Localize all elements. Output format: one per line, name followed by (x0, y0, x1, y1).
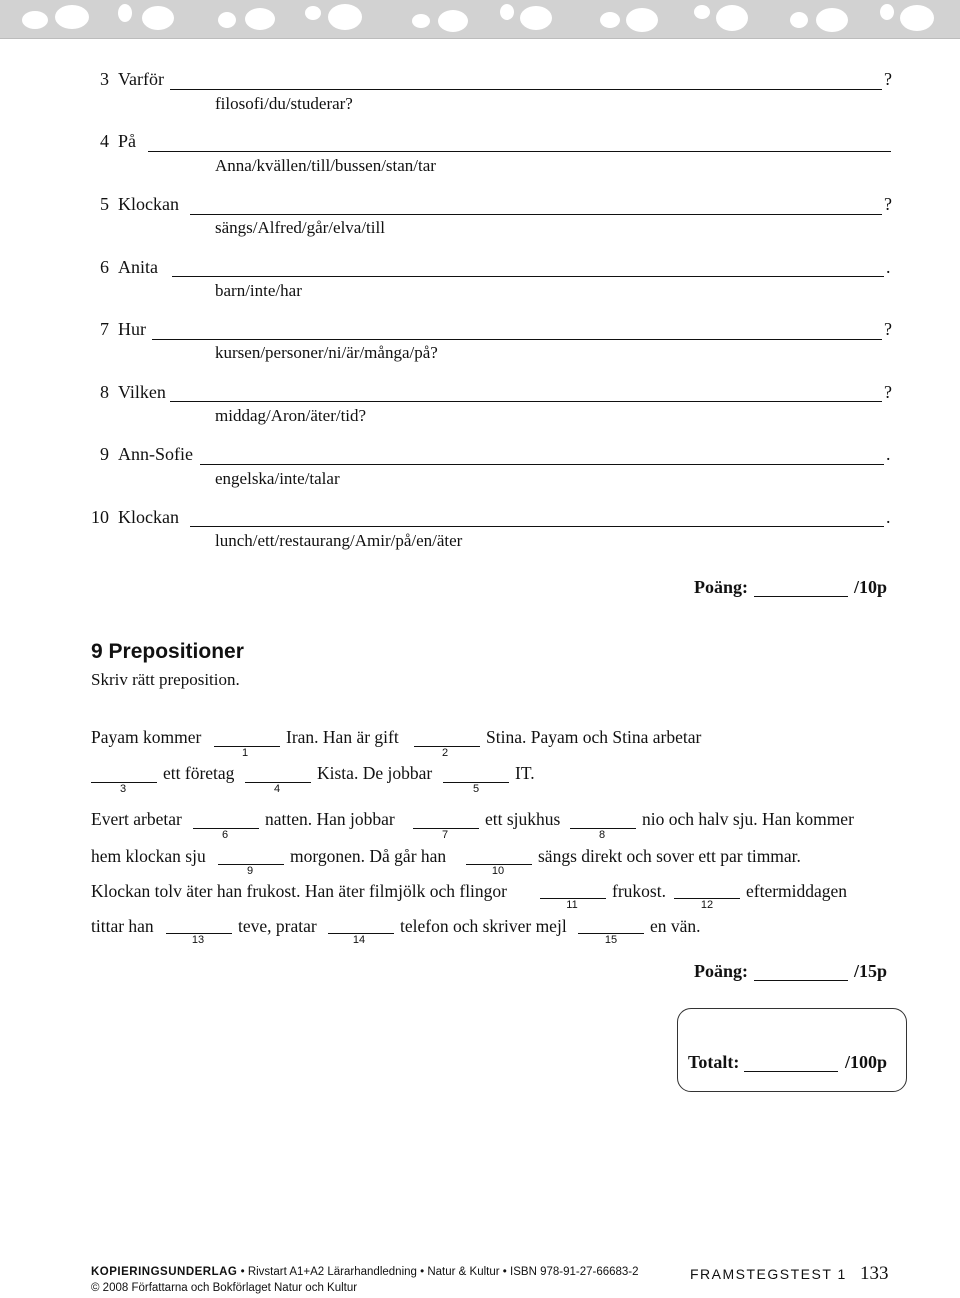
blank-number: 9 (246, 865, 254, 877)
question-number: 7 (100, 319, 109, 339)
sentence-start: Vilken (118, 382, 166, 402)
blank-number: 5 (472, 783, 480, 795)
answer-line[interactable] (170, 401, 882, 402)
blank-number: 3 (119, 783, 127, 795)
footer-credits (91, 1266, 639, 1278)
blank-number: 7 (441, 829, 449, 841)
sentence-start: På (118, 131, 136, 151)
cloze-text-segment: Evert arbetar (91, 809, 182, 829)
question-number: 10 (91, 507, 109, 527)
section-title: 9 Prepositioner (91, 640, 244, 663)
score-max: /10p (854, 577, 888, 597)
answer-line[interactable] (170, 89, 882, 90)
question-number: 4 (100, 131, 109, 151)
question-number: 5 (100, 194, 109, 214)
footer-copyright: © 2008 Författarna och Bokförlaget Natur och Kultur (91, 1282, 358, 1294)
word-hint: kursen/personer/ni/är/många/på? (215, 343, 438, 362)
end-punctuation: ? (884, 194, 892, 214)
cloze-text-segment: telefon och skriver mejl (400, 916, 567, 936)
score-field[interactable] (754, 980, 848, 981)
answer-line[interactable] (190, 526, 884, 527)
bullet-separator: • (502, 1266, 511, 1278)
answer-line[interactable] (152, 339, 882, 340)
cloze-text-segment: frukost. (612, 881, 666, 901)
word-hint: Anna/kvällen/till/bussen/stan/tar (215, 156, 436, 175)
blank-number: 10 (491, 865, 505, 877)
cloze-text-segment: IT. (515, 763, 535, 783)
blank-number: 13 (191, 934, 205, 946)
blank-number: 6 (221, 829, 229, 841)
end-punctuation: . (886, 444, 891, 464)
footer-isbn: ISBN 978-91-27-66683-2 (510, 1266, 639, 1278)
blank-number: 1 (241, 747, 249, 759)
blank-number: 14 (352, 934, 366, 946)
answer-line[interactable] (190, 214, 882, 215)
cloze-text-segment: Kista. De jobbar (317, 763, 433, 783)
end-punctuation: ? (884, 69, 892, 89)
end-punctuation: ? (884, 382, 892, 402)
cloze-text-segment: eftermiddagen (746, 881, 848, 901)
sentence-start: Varför (118, 69, 164, 89)
cloze-text-segment: nio och halv sju. Han kommer (642, 809, 854, 829)
cloze-text-segment: teve, pratar (238, 916, 317, 936)
footer-test-name: FRAMSTEGSTEST 1 (690, 1266, 847, 1282)
page-number: 133 (860, 1263, 889, 1284)
score-label: Poäng: (694, 577, 748, 597)
score-max: /15p (854, 961, 888, 981)
footer-book: Rivstart A1+A2 Lärarhandledning (247, 1266, 417, 1278)
cloze-text-segment: Stina. Payam och Stina arbetar (486, 727, 702, 747)
blank-number: 8 (598, 829, 606, 841)
sentence-start: Anita (118, 257, 158, 277)
answer-line[interactable] (172, 276, 884, 277)
end-punctuation: ? (884, 319, 892, 339)
sentence-start: Ann-Sofie (118, 444, 193, 464)
question-number: 9 (100, 444, 109, 464)
score-field[interactable] (754, 596, 848, 597)
blank-number: 11 (566, 899, 578, 911)
bullet-separator: • (420, 1266, 428, 1278)
word-hint: engelska/inte/talar (215, 469, 340, 488)
end-punctuation: . (886, 257, 891, 277)
word-hint: lunch/ett/restaurang/Amir/på/en/äter (215, 531, 463, 550)
score-label: Poäng: (694, 961, 748, 981)
decorative-footprint-band (0, 0, 960, 39)
total-score-field[interactable] (744, 1071, 838, 1072)
total-max: /100p (845, 1052, 888, 1072)
cloze-text-segment: hem klockan sju (91, 846, 206, 866)
blank-number: 15 (604, 934, 618, 946)
answer-line[interactable] (148, 151, 891, 152)
cloze-text-segment: natten. Han jobbar (265, 809, 395, 829)
word-hint: filosofi/du/studerar? (215, 94, 353, 113)
question-number: 8 (100, 382, 109, 402)
question-number: 6 (100, 257, 109, 277)
total-score-box (677, 1008, 907, 1092)
cloze-text-segment: tittar han (91, 916, 154, 936)
end-punctuation: . (886, 507, 891, 527)
cloze-text-segment: ett företag (163, 763, 235, 783)
sentence-start: Klockan (118, 194, 179, 214)
word-hint: barn/inte/har (215, 281, 302, 300)
cloze-text-segment: Payam kommer (91, 727, 202, 747)
cloze-text-segment: Klockan tolv äter han frukost. Han äter filmjölk och flingor (91, 881, 507, 901)
question-number: 3 (100, 69, 109, 89)
cloze-text-segment: morgonen. Då går han (290, 846, 447, 866)
cloze-text-segment: en vän. (650, 916, 701, 936)
blank-number: 12 (700, 899, 714, 911)
footer-kopiering: KOPIERINGSUNDERLAG (91, 1266, 238, 1278)
footer-publisher: Natur & Kultur (427, 1266, 500, 1278)
sentence-start: Klockan (118, 507, 179, 527)
word-hint: middag/Aron/äter/tid? (215, 406, 367, 425)
cloze-text-segment: sängs direkt och sover ett par timmar. (538, 846, 801, 866)
blank-number: 2 (441, 747, 449, 759)
sentence-start: Hur (118, 319, 146, 339)
total-label: Totalt: (688, 1052, 740, 1072)
section-instruction: Skriv rätt preposition. (91, 670, 240, 689)
blank-number: 4 (273, 783, 281, 795)
answer-line[interactable] (200, 464, 884, 465)
cloze-text-segment: Iran. Han är gift (286, 727, 399, 747)
bullet-separator: • (240, 1266, 248, 1278)
cloze-text-segment: ett sjukhus (485, 809, 561, 829)
word-hint: sängs/Alfred/går/elva/till (215, 218, 385, 237)
